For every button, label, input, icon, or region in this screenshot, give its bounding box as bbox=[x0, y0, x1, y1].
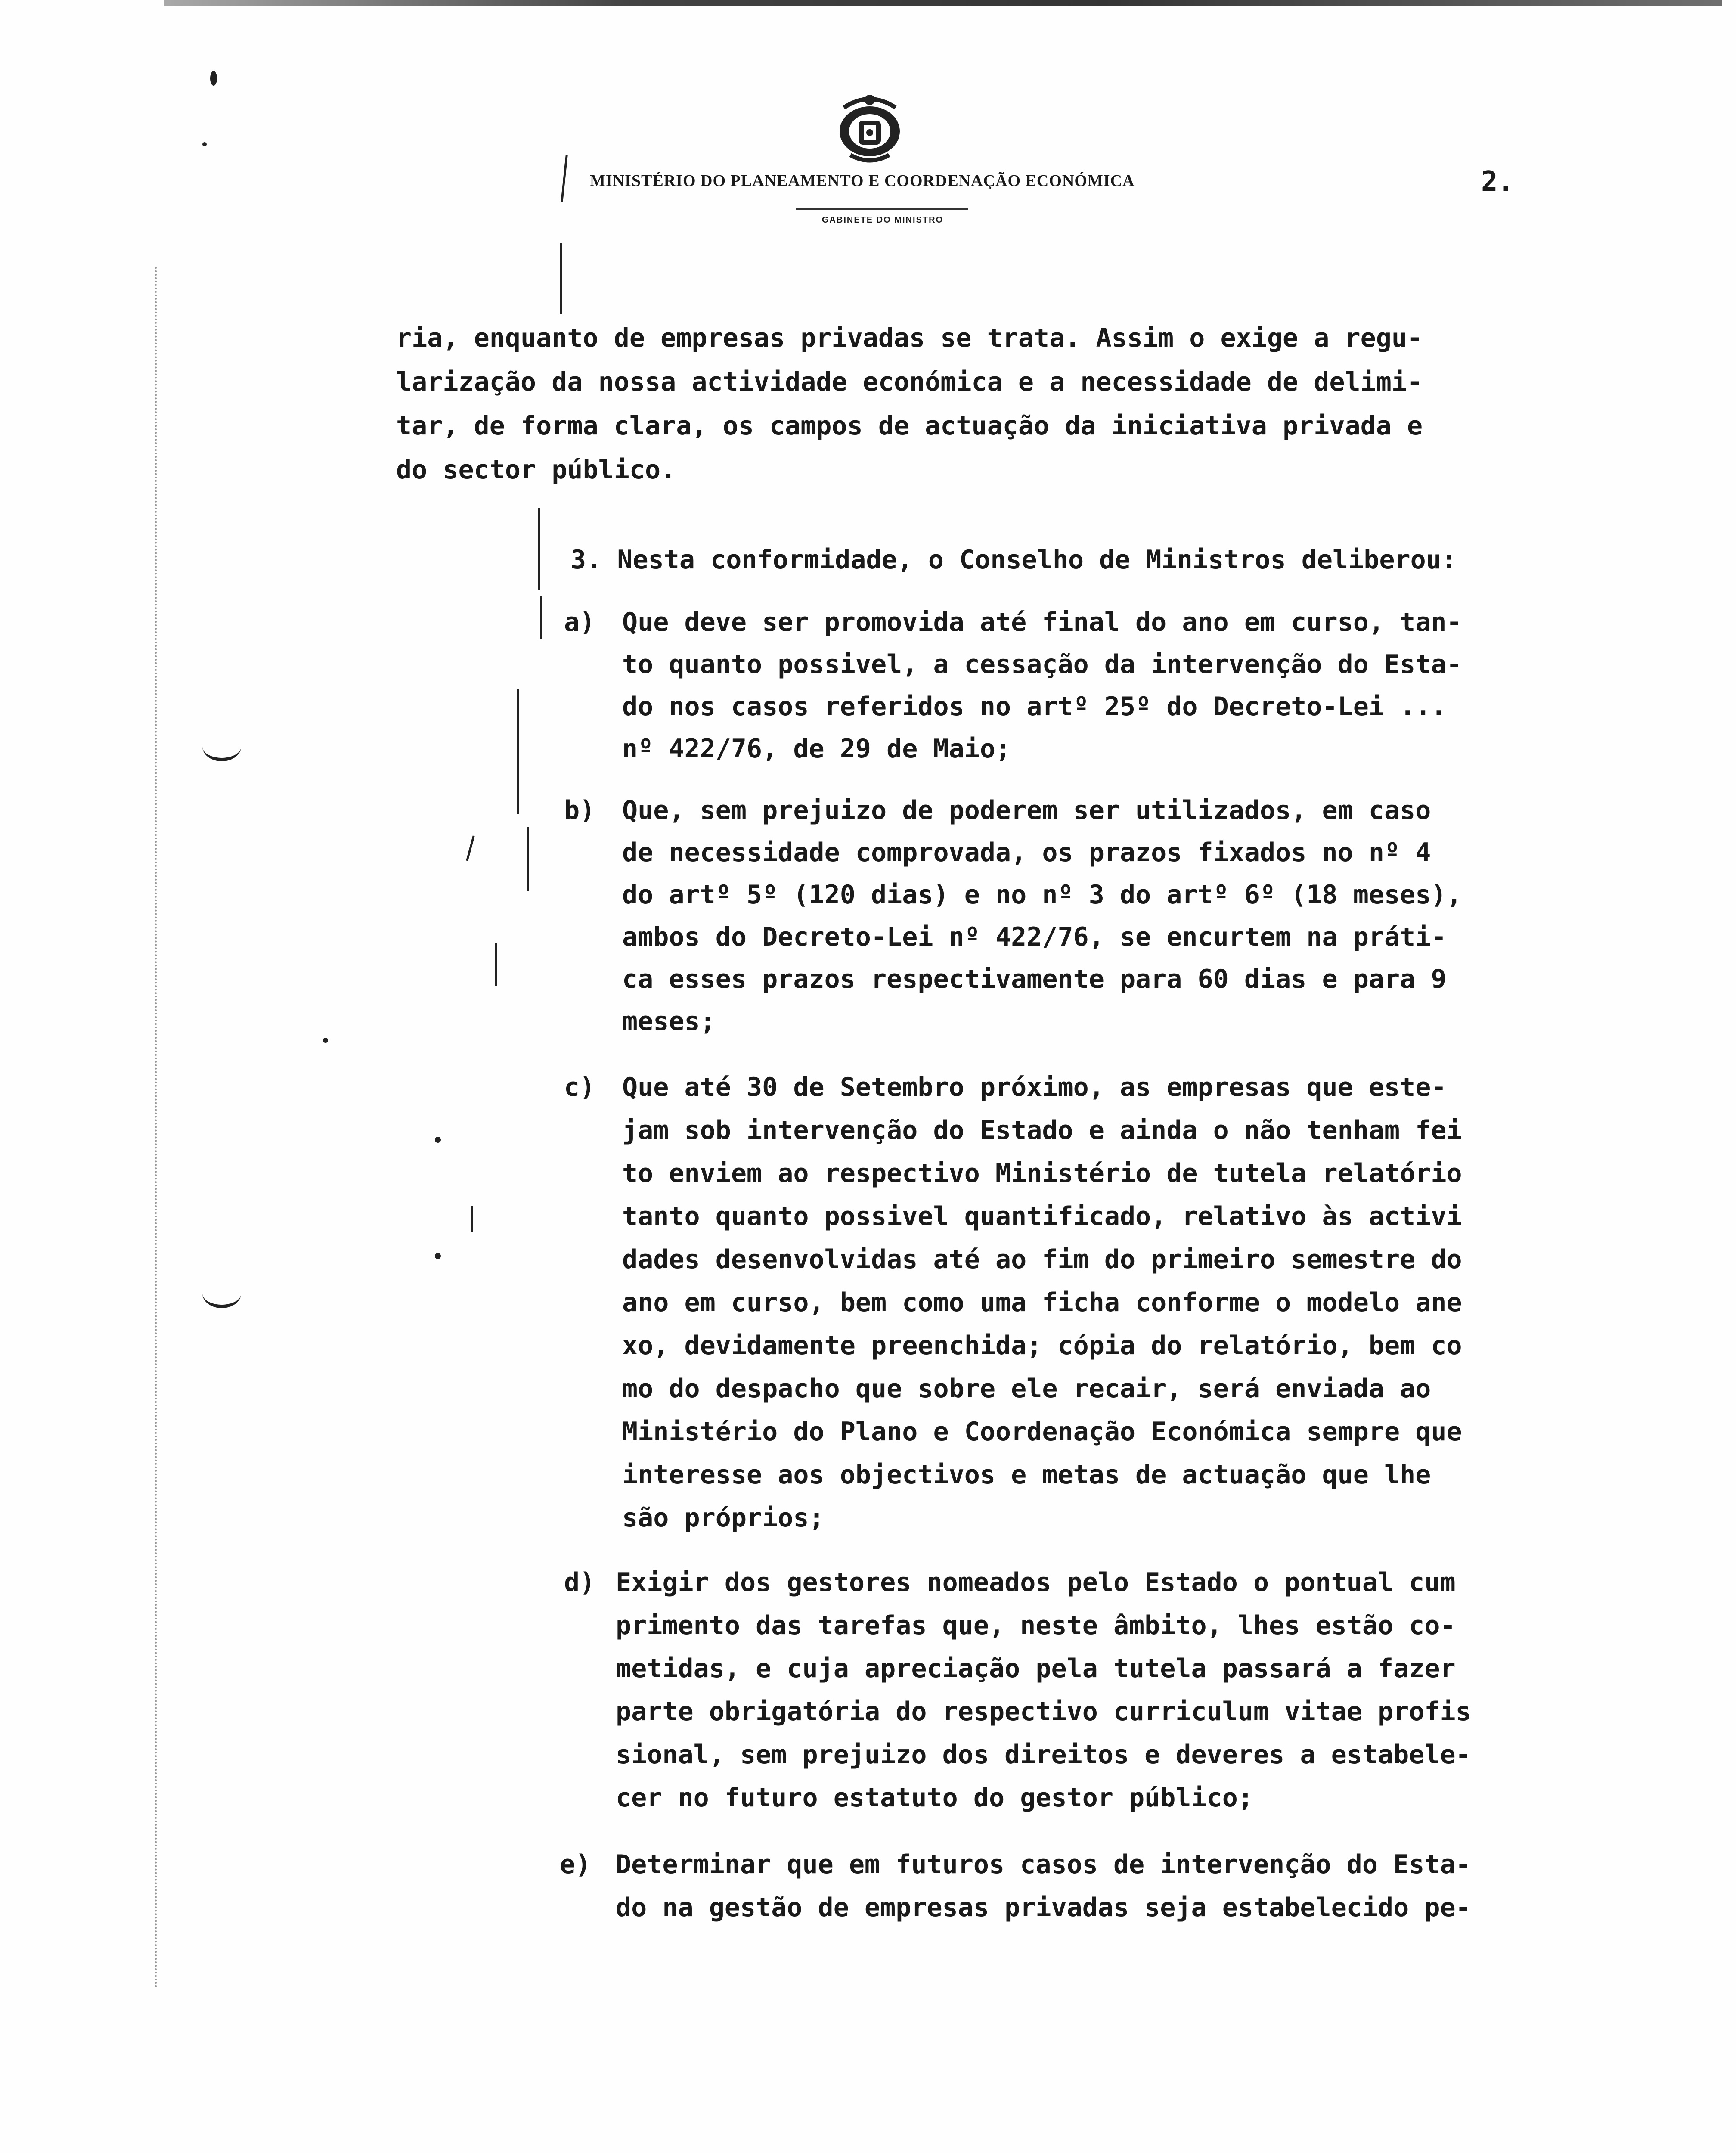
text-line: to quanto possivel, a cessação da intervenção do Esta- bbox=[622, 649, 1462, 679]
scan-speck bbox=[435, 1253, 441, 1259]
margin-line bbox=[527, 827, 529, 891]
text-line: de necessidade comprovada, os prazos fixados no nº 4 bbox=[622, 838, 1431, 868]
margin-line bbox=[561, 155, 567, 202]
scan-speck bbox=[435, 1137, 441, 1143]
margin-line bbox=[466, 835, 474, 861]
text-line: metidas, e cuja apreciação pela tutela passará a fazer bbox=[616, 1654, 1456, 1684]
text-line: larização da nossa actividade económica e a necessidade de delimi- bbox=[396, 367, 1423, 397]
text-line: jam sob intervenção do Estado e ainda o não tenham fei bbox=[622, 1115, 1462, 1145]
scan-speck bbox=[210, 71, 217, 86]
text-line: mo do despacho que sobre ele recair, será enviada ao bbox=[622, 1374, 1431, 1404]
section-heading: 3. Nesta conformidade, o Conselho de Ministros deliberou: bbox=[570, 545, 1457, 575]
item-marker: c) bbox=[564, 1072, 595, 1102]
scan-speck bbox=[202, 142, 207, 146]
text-line: Ministério do Plano e Coordenação Económica sempre que bbox=[622, 1417, 1462, 1447]
scan-hole-mark bbox=[202, 1279, 241, 1308]
text-line: Determinar que em futuros casos de intervenção do Esta- bbox=[616, 1849, 1471, 1880]
text-line: Que até 30 de Setembro próximo, as empresas que este- bbox=[622, 1072, 1447, 1102]
item-marker: e) bbox=[560, 1849, 591, 1880]
text-line: do sector público. bbox=[396, 455, 676, 485]
text-line: tanto quanto possivel quantificado, relativo às activi bbox=[622, 1201, 1462, 1232]
item-marker: b) bbox=[564, 795, 595, 825]
margin-line bbox=[538, 508, 540, 590]
text-line: interesse aos objectivos e metas de actuação que lhe bbox=[622, 1460, 1431, 1490]
margin-line bbox=[560, 243, 562, 314]
page-number: 2. bbox=[1481, 166, 1515, 198]
text-line: Que deve ser promovida até final do ano em curso, tan- bbox=[622, 607, 1462, 637]
text-line: são próprios; bbox=[622, 1503, 825, 1533]
scan-top-edge bbox=[164, 0, 1722, 6]
scan-speck bbox=[323, 1038, 328, 1043]
text-line: ca esses prazos respectivamente para 60 dias e para 9 bbox=[622, 964, 1447, 994]
text-line: ria, enquanto de empresas privadas se trata. Assim o exige a regu- bbox=[396, 323, 1423, 353]
text-line: do nos casos referidos no artº 25º do Decreto-Lei ... bbox=[622, 692, 1447, 722]
text-line: primento das tarefas que, neste âmbito, lhes estão co- bbox=[616, 1610, 1456, 1641]
text-line: to enviem ao respectivo Ministério de tutela relatório bbox=[622, 1158, 1462, 1188]
scan-left-edge bbox=[155, 267, 160, 1989]
text-line: Exigir dos gestores nomeados pelo Estado o pontual cum bbox=[616, 1567, 1456, 1598]
text-line: do artº 5º (120 dias) e no nº 3 do artº 6º (18 meses), bbox=[622, 880, 1462, 910]
text-line: cer no futuro estatuto do gestor público; bbox=[616, 1783, 1254, 1813]
text-line: parte obrigatória do respectivo curriculum vitae profis bbox=[616, 1697, 1471, 1727]
coat-of-arms-icon bbox=[827, 90, 913, 164]
ministry-name: MINISTÉRIO DO PLANEAMENTO E COORDENAÇÃO ECONÓMICA bbox=[590, 172, 1135, 190]
text-line: Que, sem prejuizo de poderem ser utilizados, em caso bbox=[622, 795, 1431, 825]
text-line: ambos do Decreto-Lei nº 422/76, se encurtem na práti- bbox=[622, 922, 1447, 952]
item-marker: a) bbox=[564, 607, 595, 637]
margin-line bbox=[540, 596, 542, 639]
margin-line bbox=[471, 1206, 473, 1232]
text-line: tar, de forma clara, os campos de actuação da iniciativa privada e bbox=[396, 411, 1423, 441]
item-marker: d) bbox=[564, 1567, 595, 1598]
text-line: xo, devidamente preenchida; cópia do relatório, bem co bbox=[622, 1331, 1462, 1361]
text-line: do na gestão de empresas privadas seja estabelecido pe- bbox=[616, 1892, 1471, 1923]
cabinet-label: GABINETE DO MINISTRO bbox=[822, 215, 944, 225]
text-line: ano em curso, bem como uma ficha conforme o modelo ane bbox=[622, 1287, 1462, 1318]
header-divider bbox=[796, 208, 968, 210]
text-line: sional, sem prejuizo dos direitos e deveres a estabele- bbox=[616, 1740, 1471, 1770]
text-line: meses; bbox=[622, 1006, 716, 1036]
margin-line bbox=[495, 943, 497, 986]
text-line: nº 422/76, de 29 de Maio; bbox=[622, 734, 1011, 764]
margin-line bbox=[517, 689, 519, 814]
text-line: dades desenvolvidas até ao fim do primeiro semestre do bbox=[622, 1244, 1462, 1275]
scan-hole-mark bbox=[202, 732, 241, 761]
